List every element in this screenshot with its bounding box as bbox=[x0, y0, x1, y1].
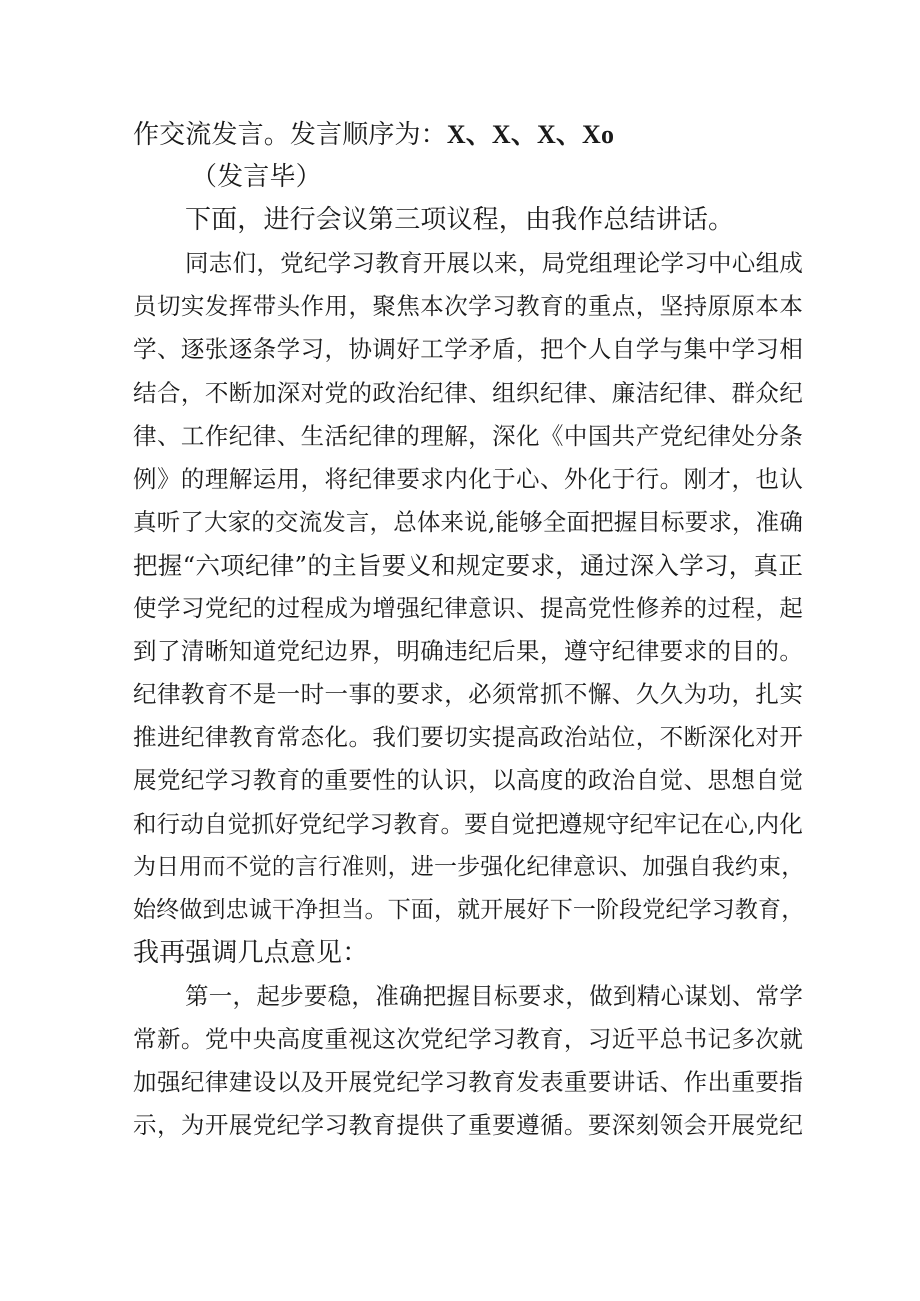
paragraph-line: 为日用而不觉的言行准则，进一步强化纪律意识、加强自我约束， bbox=[133, 853, 805, 880]
paragraph-line: 使学习党纪的过程成为增强纪律意识、提高党性修养的过程，起 bbox=[133, 594, 803, 623]
paragraph-line: 推进纪律教育常态化。我们要切实提高政治站位，不断深化对开 bbox=[133, 723, 803, 752]
line-text: 下面，进行会议第三项议程，由我作总结讲话。 bbox=[185, 205, 735, 236]
paragraph-line: 同志们，党纪学习教育开展以来，局党组理论学习中心组成 bbox=[185, 249, 803, 278]
paragraph-line: 例》的理解运用，将纪律要求内化于心、外化于行。刚才，也认 bbox=[133, 464, 803, 493]
paragraph-line: 把握“六项纪律”的主旨要义和规定要求，通过深入学习，真正 bbox=[133, 550, 803, 580]
paragraph-line bbox=[133, 156, 803, 199]
paragraph-line: 我再强调几点意见： bbox=[133, 937, 369, 968]
line-text: （发言毕） bbox=[191, 162, 322, 193]
paragraph-line: 始终做到忠诚干净担当。下面，就开展好下一阶段党纪学习教育， bbox=[133, 896, 805, 923]
paragraph-line: 结合，不断加深对党的政治纪律、组织纪律、廉洁纪律、群众纪 bbox=[133, 378, 803, 407]
paragraph-line: 示，为开展党纪学习教育提供了重要遵循。要深刻领会开展党纪 bbox=[133, 1111, 803, 1140]
document-body bbox=[133, 113, 803, 1147]
paragraph-line: 律、工作纪律、生活纪律的理解，深化《中国共产党纪律处分条 bbox=[133, 421, 803, 450]
paragraph-line: 学、逐张逐条学习，协调好工学矛盾，把个人自学与集中学习相 bbox=[133, 335, 803, 364]
paragraph-line: 展党纪学习教育的重要性的认识，以高度的政治自觉、思想自觉 bbox=[133, 766, 803, 795]
paragraph-line bbox=[133, 199, 803, 242]
paragraph-line: 和行动自觉抓好党纪学习教育。要自觉把遵规守纪牢记在心,内化 bbox=[133, 809, 803, 838]
paragraph-line: 第一，起步要稳，准确把握目标要求，做到精心谋划、常学 bbox=[185, 981, 803, 1010]
paragraph-line: 真听了大家的交流发言，总体来说,能够全面把握目标要求，准确 bbox=[133, 507, 803, 536]
paragraph-line: 加强纪律建设以及开展党纪学习教育发表重要讲话、作出重要指 bbox=[133, 1068, 803, 1097]
paragraph-line: 到了清晰知道党纪边界，明确违纪后果，遵守纪律要求的目的。 bbox=[133, 637, 803, 666]
paragraph-line: 常新。党中央高度重视这次党纪学习教育，习近平总书记多次就 bbox=[133, 1024, 803, 1053]
speaker-order: X、X、X、Xo bbox=[446, 120, 615, 149]
paragraph-line bbox=[133, 113, 803, 156]
line-text: 作交流发言。发言顺序为： bbox=[133, 120, 447, 150]
paragraph-line: 员切实发挥带头作用，聚焦本次学习教育的重点，坚持原原本本 bbox=[133, 292, 803, 321]
paragraph-line: 纪律教育不是一时一事的要求，必须常抓不懈、久久为功，扎实 bbox=[133, 680, 803, 709]
